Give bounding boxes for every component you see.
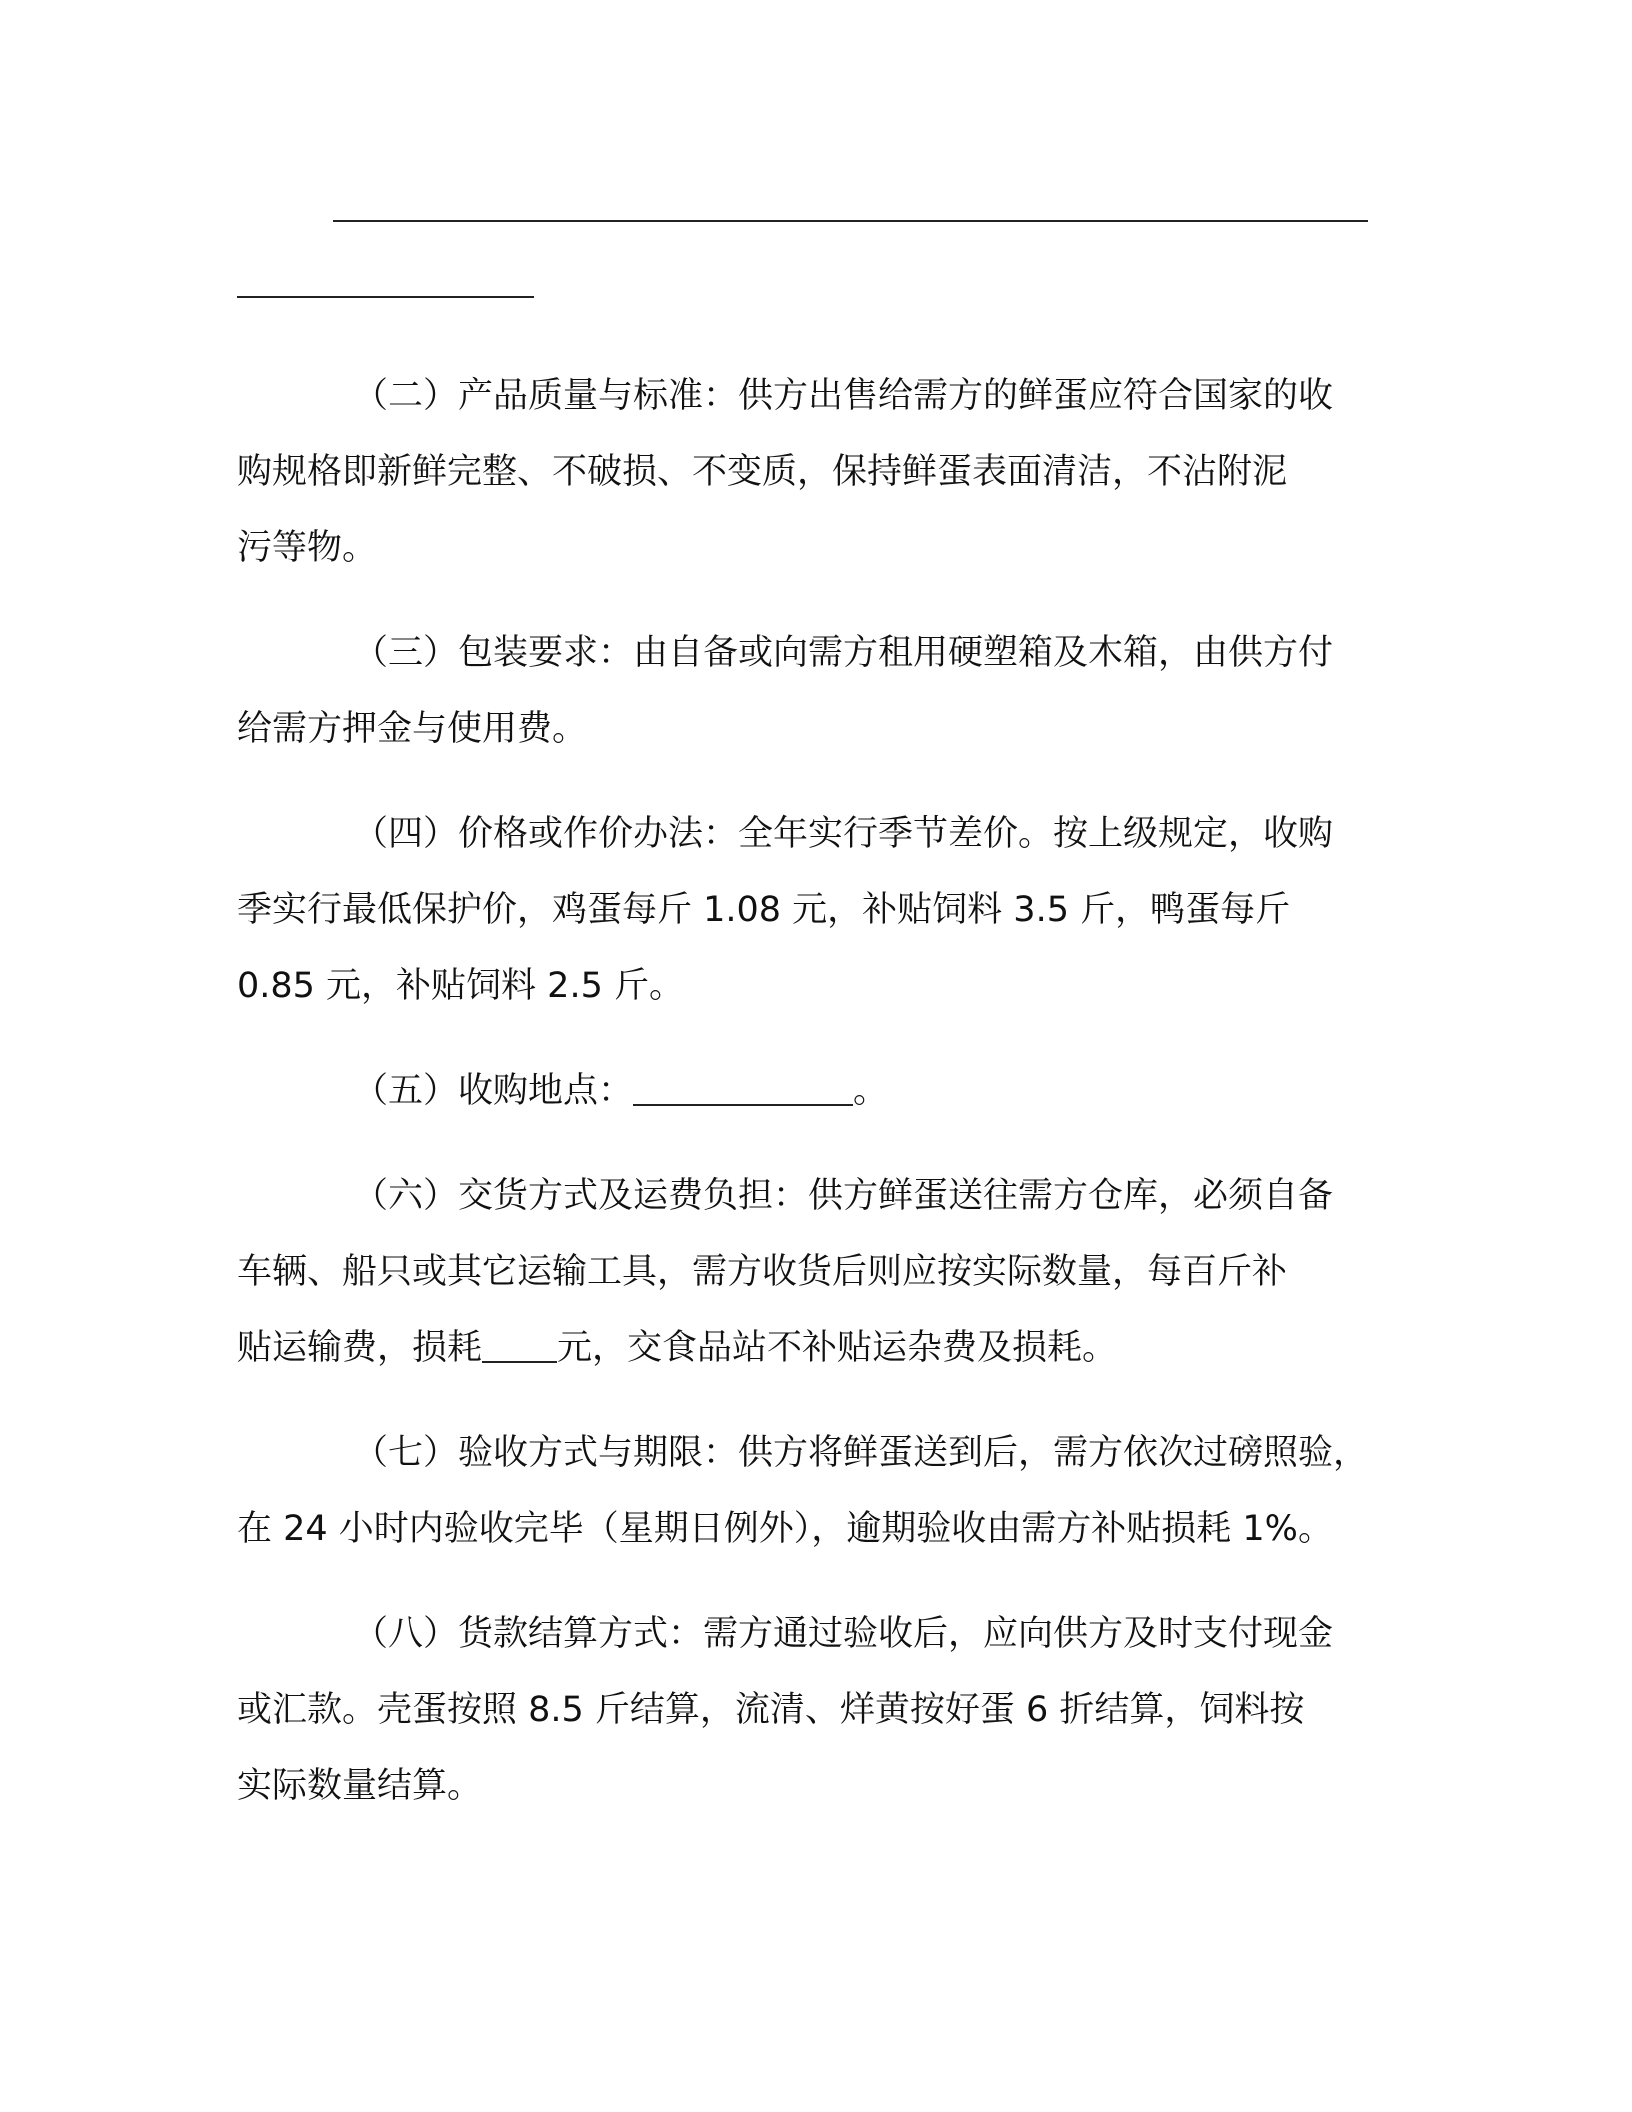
clause-5-location [237, 1053, 1417, 1129]
text-line: 或汇款。壳蛋按照 8.5 斤结算，流清、烊黄按好蛋 6 折结算，饲料按 [237, 1690, 1305, 1730]
text-line: （七）验收方式与期限：供方将鲜蛋送到后，需方依次过磅照验， [353, 1433, 1369, 1473]
text-line: 车辆、船只或其它运输工具，需方收货后则应按实际数量，每百斤补 [237, 1252, 1288, 1292]
text-line: （二）产品质量与标准：供方出售给需方的鲜蛋应符合国家的收 [353, 376, 1334, 416]
clause-8-settlement [237, 1596, 1417, 1824]
fill-in-line-top[interactable] [333, 220, 1368, 222]
loss-amount-blank[interactable] [482, 1331, 557, 1363]
text-line: （三）包装要求：由自备或向需方租用硬塑箱及木箱，由供方付 [353, 633, 1334, 673]
text-line [237, 1310, 1417, 1386]
text-line: 0.85 元，补贴饲料 2.5 斤。 [237, 966, 684, 1006]
text-line: （八）货款结算方式：需方通过验收后，应向供方及时支付现金 [353, 1614, 1334, 1654]
text-line: 实际数量结算。 [237, 1766, 483, 1806]
text-segment: 元，交食品站不补贴运杂费及损耗。 [557, 1328, 1118, 1368]
text-line [237, 1053, 1417, 1129]
text-line: （六）交货方式及运费负担：供方鲜蛋送往需方仓库，必须自备 [353, 1176, 1334, 1216]
text-line: 在 24 小时内验收完毕（星期日例外），逾期验收由需方补贴损耗 1%。 [237, 1509, 1333, 1549]
location-blank[interactable] [633, 1074, 853, 1106]
text-line: 污等物。 [237, 528, 378, 568]
fill-in-line-continued[interactable] [237, 296, 534, 298]
clause-2-quality [237, 358, 1417, 586]
clause-3-packaging [237, 615, 1417, 767]
text-segment: 贴运输费，损耗 [237, 1328, 483, 1368]
text-line: 给需方押金与使用费。 [237, 709, 588, 749]
clause-7-inspection [237, 1415, 1417, 1567]
text-line: 季实行最低保护价，鸡蛋每斤 1.08 元，补贴饲料 3.5 斤，鸭蛋每斤 [237, 890, 1291, 930]
text-line: 购规格即新鲜完整、不破损、不变质，保持鲜蛋表面清洁，不沾附泥 [237, 452, 1288, 492]
text-segment: 。 [853, 1071, 889, 1111]
clause-6-delivery [237, 1158, 1417, 1386]
text-line: （四）价格或作价办法：全年实行季节差价。按上级规定，收购 [353, 814, 1334, 854]
text-segment: （五）收购地点： [353, 1071, 634, 1111]
clause-4-price [237, 796, 1417, 1024]
document-body [237, 358, 1417, 1853]
